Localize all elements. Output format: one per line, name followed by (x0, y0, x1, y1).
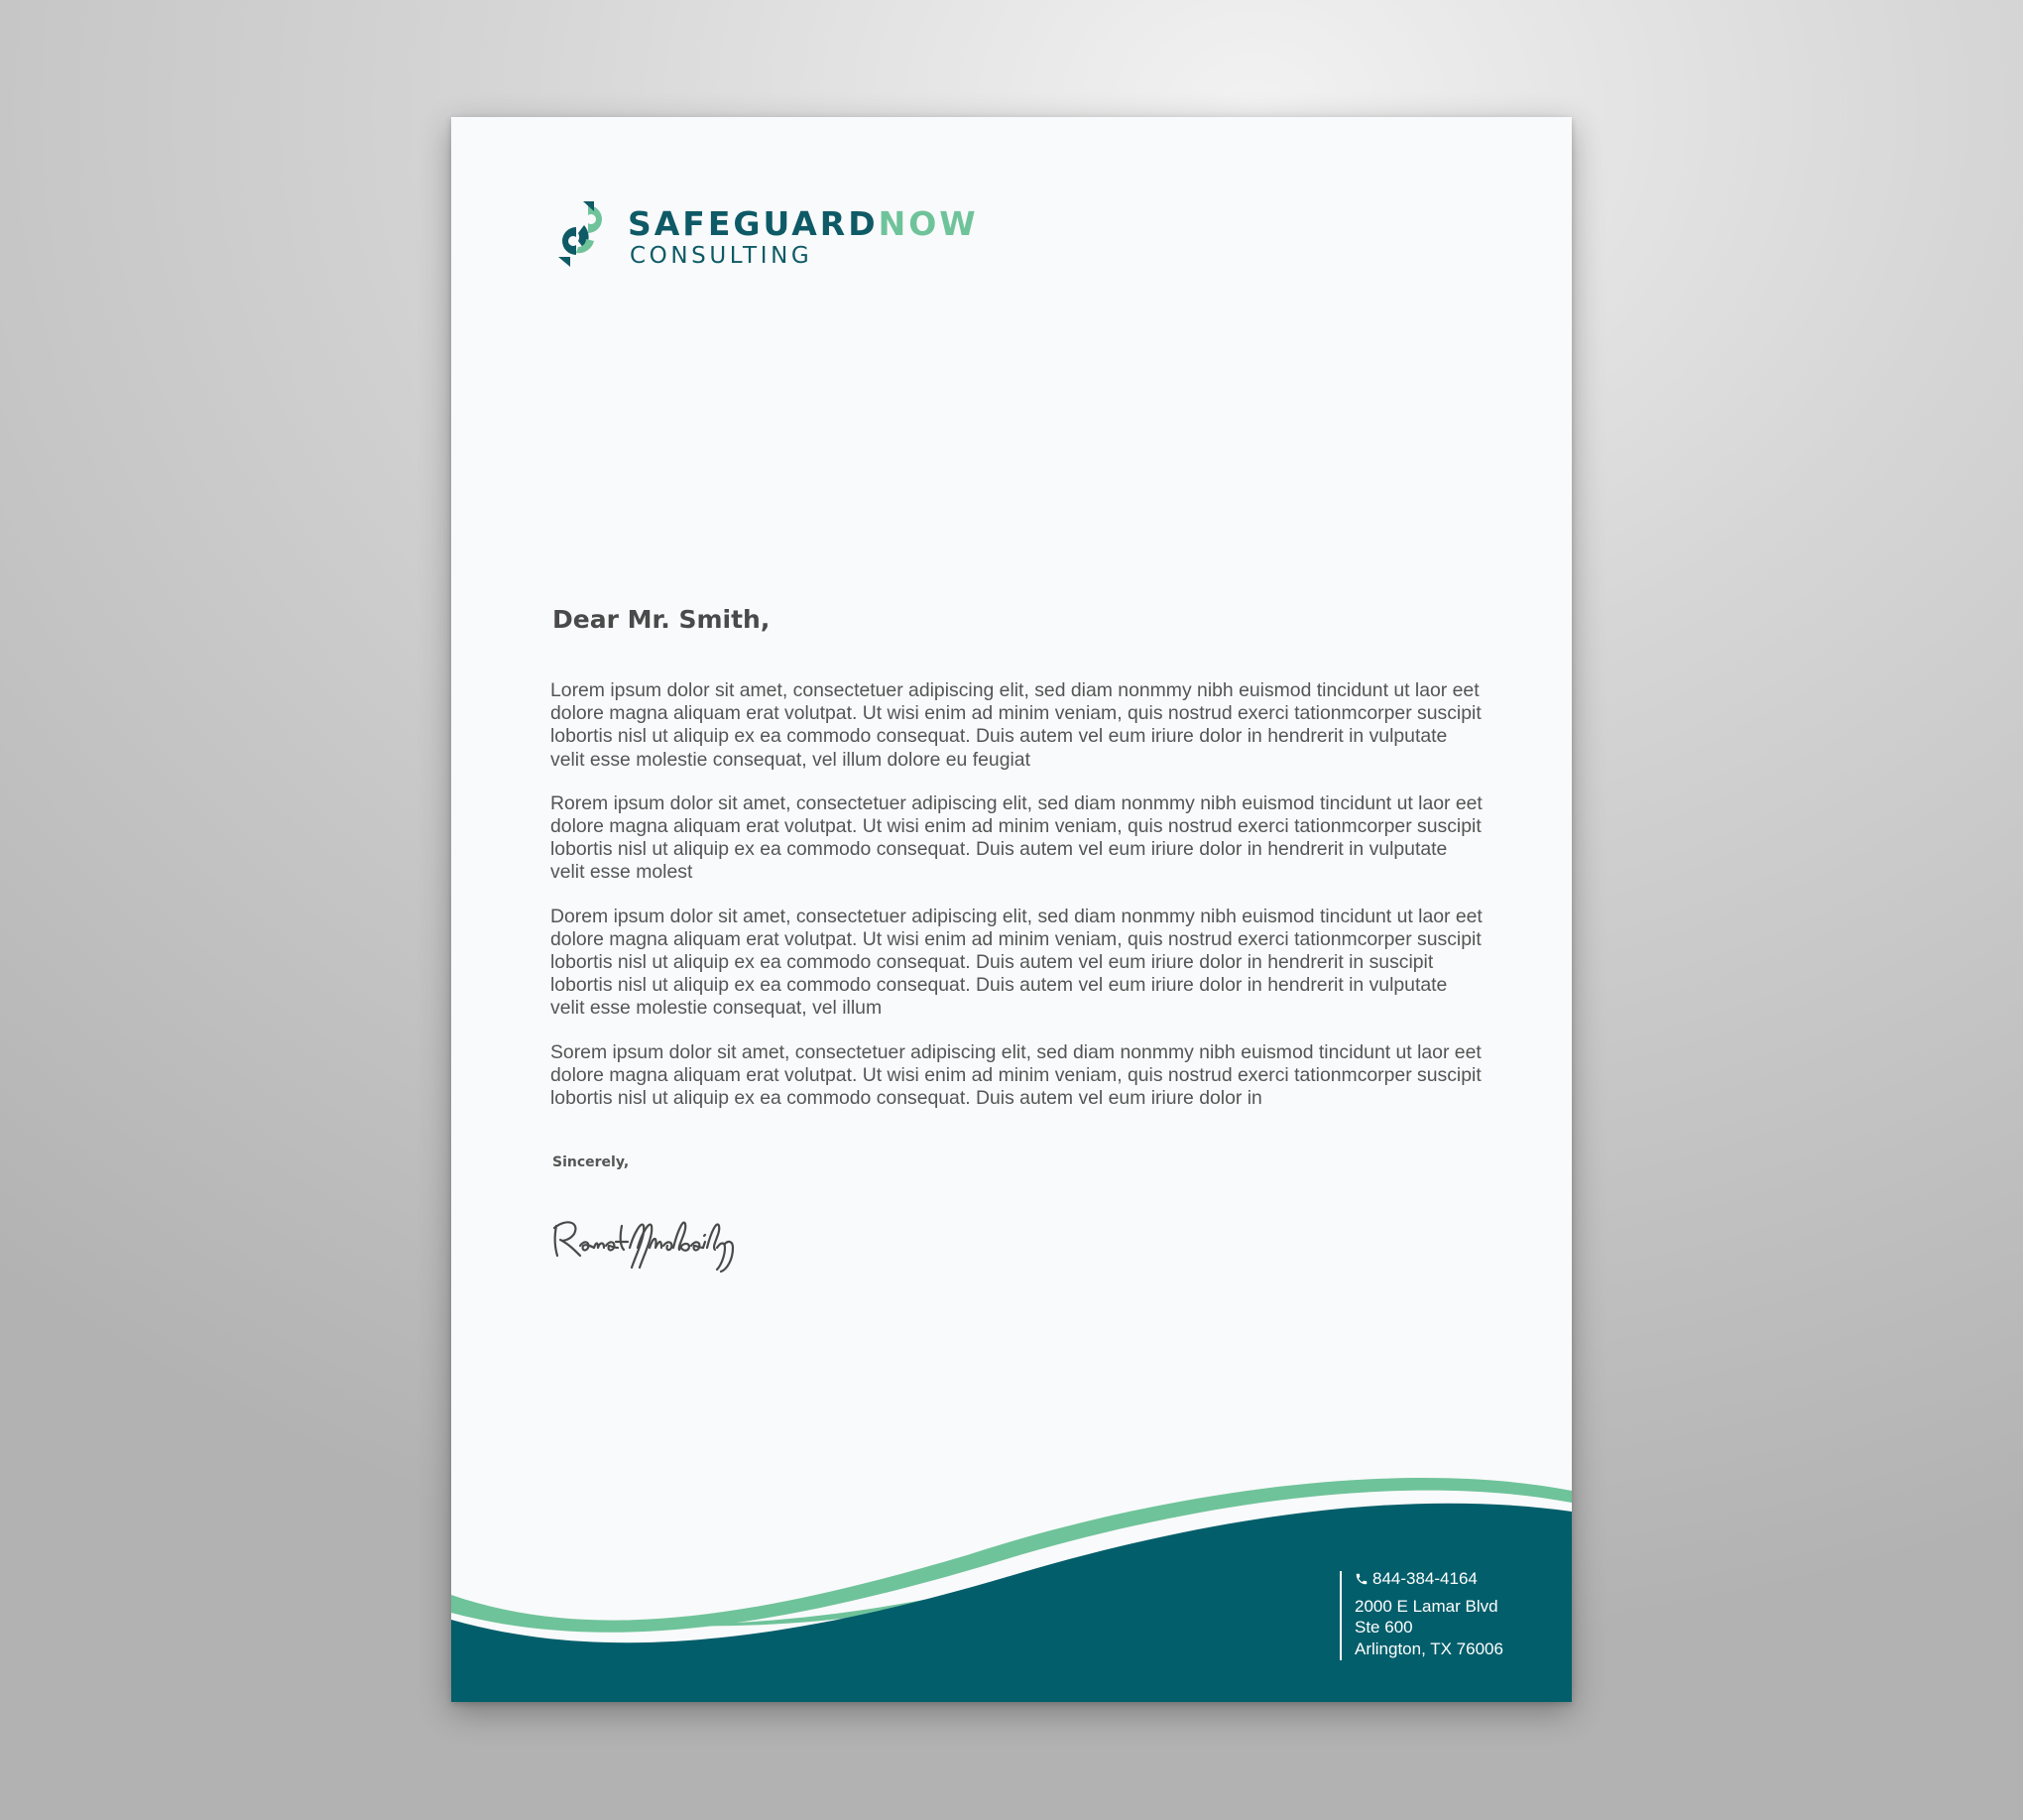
address-line: Ste 600 (1355, 1618, 1413, 1637)
letterhead-page (451, 117, 1572, 1702)
body-paragraph: Sorem ipsum dolor sit amet, consectetuer adipiscing elit, sed diam nonmmy nibh euismod tincidunt ut laor eet dolore magna aliquam erat volutpat. Ut wisi enim ad minim veniam, quis nostrud exerci tationmcorper suscipit lobortis nisl ut aliquip ex ea commodo consequat. Duis autem vel eum iriure dolor in (550, 1040, 1482, 1110)
company-logo (550, 201, 977, 281)
body-paragraph: Dorem ipsum dolor sit amet, consectetuer adipiscing elit, sed diam nonmmy nibh euismod tincidunt ut laor eet dolore magna aliquam erat volutpat. Ut wisi enim ad minim veniam, quis nostrud exerci tationmcorper suscipit lobortis nisl ut aliquip ex ea commodo consequat. Duis autem vel eum iriure dolor in hendrerit in suscipit lobortis nisl ut aliquip ex ea commodo consequat. Duis autem vel eum iriure dolor in hendrerit in vulputate velit esse molestie consequat, vel illum (550, 905, 1483, 1020)
body-paragraph: Rorem ipsum dolor sit amet, consectetuer adipiscing elit, sed diam nonmmy nibh euismod tincidunt ut laor eet dolore magna aliquam erat volutpat. Ut wisi enim ad minim veniam, quis nostrud exerci tationmcorper suscipit lobortis nisl ut aliquip ex ea commodo consequat. Duis autem vel eum iriure dolor in hendrerit in vulputate velit esse molest (550, 791, 1483, 884)
contact-info (1355, 1568, 1503, 1659)
letter-body (550, 679, 1483, 1131)
address-line: Arlington, TX 76006 (1355, 1638, 1503, 1658)
letter-greeting: Dear Mr. Smith, (552, 605, 771, 634)
contact-divider (1340, 1571, 1342, 1660)
address-line: 2000 E Lamar Blvd (1355, 1596, 1498, 1616)
logo-mark-icon (550, 201, 614, 269)
body-paragraph: Lorem ipsum dolor sit amet, consectetuer adipiscing elit, sed diam nonmmy nibh euismod tincidunt ut laor eet dolore magna aliquam erat volutpat. Ut wisi enim ad minim veniam, quis nostrud exerci tationmcorper suscipit lobortis nisl ut aliquip ex ea commodo consequat. Duis autem vel eum iriure dolor in hendrerit in vulputate velit esse molestie consequat, vel illum dolore eu feugiat (550, 679, 1482, 771)
phone-icon (1355, 1572, 1368, 1586)
phone-number: 844-384-4164 (1372, 1569, 1478, 1588)
phone-row (1355, 1568, 1503, 1590)
company-subtitle: CONSULTING (630, 243, 813, 269)
handwritten-signature-icon (550, 1206, 749, 1275)
company-name-primary: SAFEGUARD (628, 204, 879, 243)
company-name (628, 204, 979, 243)
letter-closing: Sincerely, (552, 1154, 630, 1170)
company-name-accent: NOW (878, 204, 979, 243)
